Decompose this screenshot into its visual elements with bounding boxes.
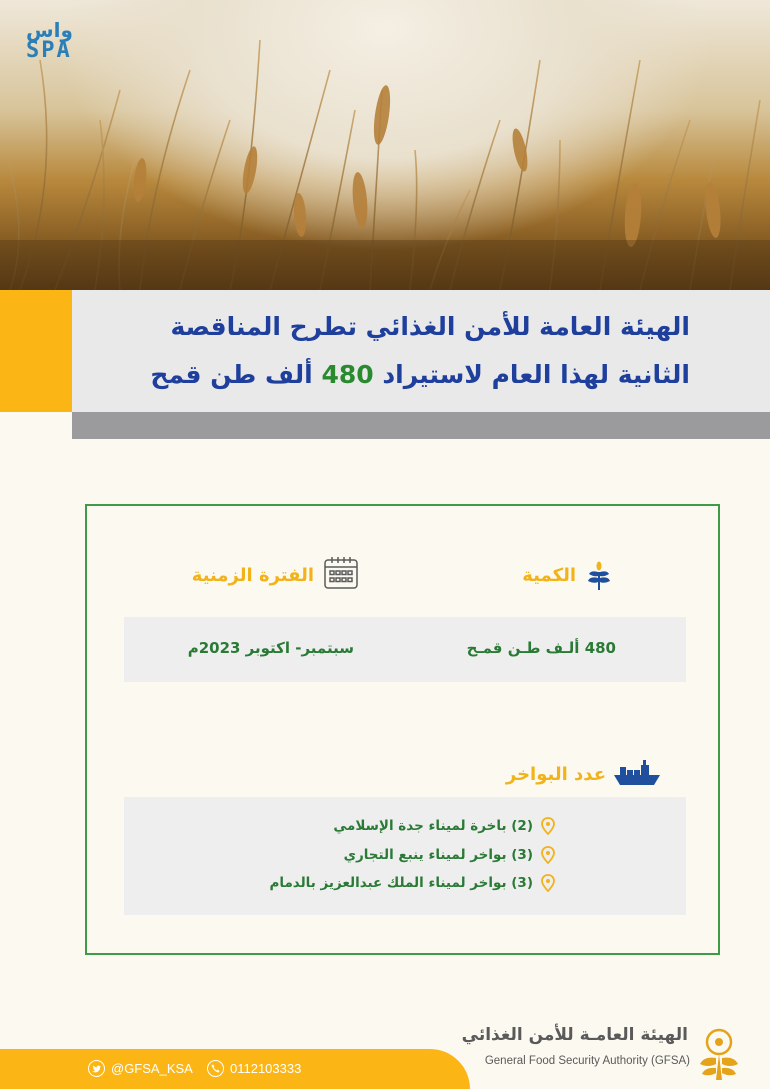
twitter-contact[interactable] [88,1060,193,1077]
headline-line-1: الهيئة العامة للأمن الغذائي تطرح المناقصة [170,312,690,341]
headline-line-2-end: ألف طن قمح [150,360,322,389]
phone-icon [207,1060,224,1077]
gfsa-emblem-icon [694,1024,744,1082]
period-label: الفترة الزمنية [191,565,314,586]
headline-quantity: 480 [321,360,374,389]
ships-label: عدد البواخر [505,764,606,785]
twitter-icon [88,1060,105,1077]
location-pin-icon [541,817,555,835]
quantity-label: الكمية [522,565,576,586]
location-pin-icon [541,846,555,864]
wheat-icon [583,560,615,592]
port-item [333,817,555,835]
port-item [269,874,555,892]
org-name-english: General Food Security Authority (GFSA) [484,1055,690,1067]
quantity-value: 480 ألـف طـن قمـح [466,639,616,657]
agency-logo-arabic: واس [26,18,73,42]
headline-line-2-start: الثانية لهذا العام لاستيراد [373,360,690,389]
port-text: (3) بواخر لميناء ينبع التجاري [343,847,533,863]
hero-wheat-photo [0,0,770,290]
headline [90,303,690,399]
org-name-arabic: الهيئة العامـة للأمن الغذائي [461,1025,688,1045]
twitter-handle: @GFSA_KSA [111,1061,193,1076]
port-text: (2) باخرة لميناء جدة الإسلامي [333,818,533,834]
phone-contact[interactable] [207,1060,301,1077]
port-item [344,846,555,864]
title-accent-block [0,290,72,412]
ship-icon [612,757,662,787]
title-underline-strip [72,412,770,439]
period-value: سبتمبر- اكتوبر 2023م [187,639,354,657]
port-text: (3) بواخر لميناء الملك عبدالعزيز بالدمام [269,875,533,891]
location-pin-icon [541,874,555,892]
calendar-icon [321,553,361,593]
wheat-field-illustration [0,0,770,290]
agency-logo-latin: SPA [26,38,72,63]
headline-line-2 [90,351,690,399]
phone-number: 0112103333 [230,1061,302,1076]
